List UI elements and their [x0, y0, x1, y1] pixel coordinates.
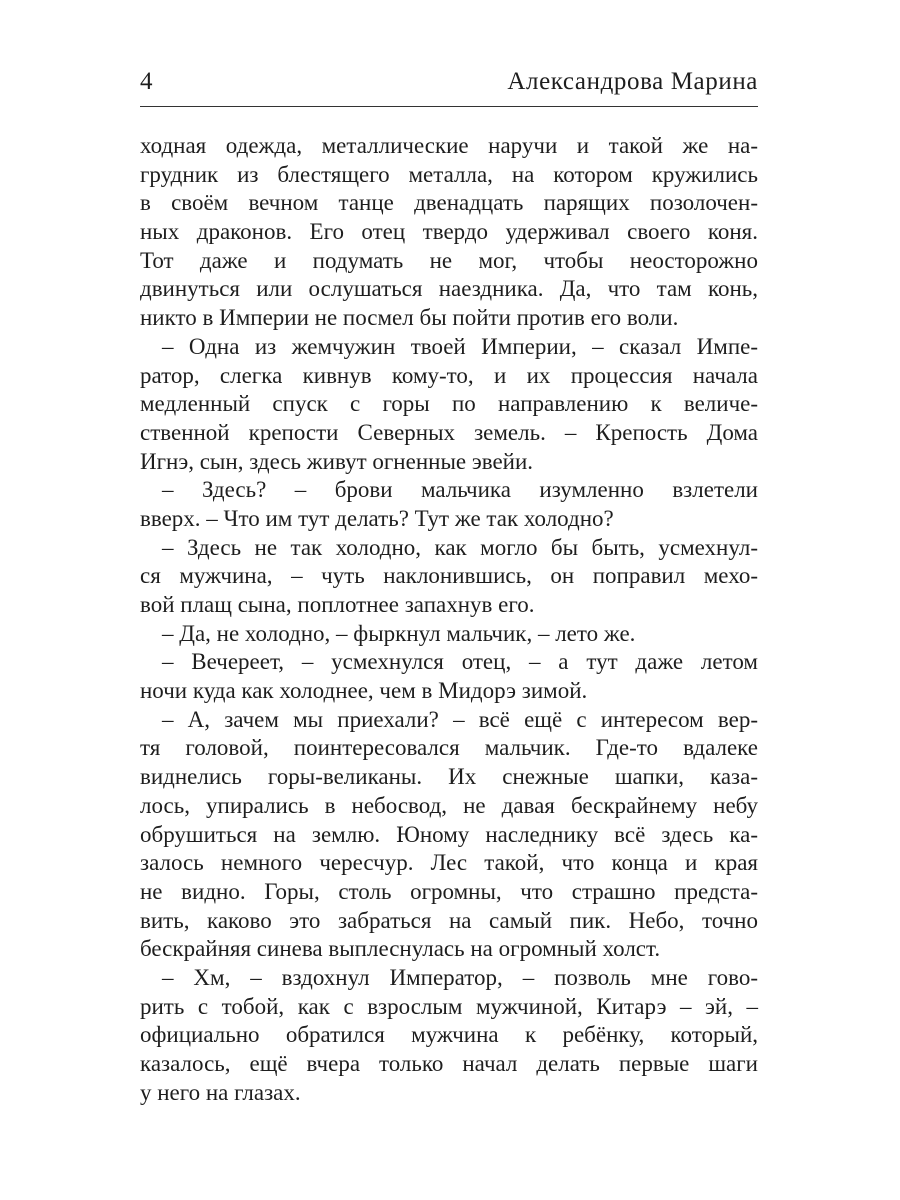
- text-line: вить, каково это забраться на самый пик. Небо, точно: [140, 907, 758, 933]
- text-line: Тот даже и подумать не мог, чтобы неосторожно: [140, 247, 758, 273]
- page-number: 4: [140, 68, 153, 95]
- text-line: медленный спуск с горы по направлению к величе-: [140, 391, 758, 417]
- text-line: залось немного чересчур. Лес такой, что конца и края: [140, 850, 758, 876]
- body-text: [140, 132, 758, 1107]
- text-line: у него на глазах.: [140, 1079, 301, 1105]
- text-line: ночи куда как холоднее, чем в Мидорэ зимой.: [140, 678, 588, 704]
- text-line: – Хм, – вздохнул Император, – позволь мне гово-: [162, 964, 758, 990]
- text-line: – Да, не холодно, – фыркнул мальчик, – лето же.: [162, 620, 636, 646]
- text-line: ственной крепости Северных земель. – Крепость Дома: [140, 419, 758, 445]
- text-line: ратор, слегка кивнув кому-то, и их процессия начала: [140, 362, 758, 388]
- text-line: – Вечереет, – усмехнулся отец, – а тут даже летом: [162, 649, 758, 675]
- text-line: – Здесь не так холодно, как могло бы быть, усмехнул-: [162, 534, 758, 560]
- text-line: обрушиться на землю. Юному наследнику всё здесь ка-: [140, 821, 758, 847]
- text-line: казалось, ещё вчера только начал делать первые шаги: [140, 1051, 758, 1076]
- header-rule: [140, 106, 758, 107]
- text-line: официально обратился мужчина к ребёнку, который,: [140, 1022, 758, 1048]
- text-line: бескрайняя синева выплеснулась на огромный холст.: [140, 936, 661, 962]
- text-line: ся мужчина, – чуть наклонившись, он поправил мехо-: [140, 563, 758, 589]
- text-line: – Одна из жемчужин твоей Империи, – сказал Импе-: [162, 333, 758, 359]
- text-line: лось, упирались в небосвод, не давая бескрайнему небу: [140, 792, 758, 818]
- text-line: – Здесь? – брови мальчика изумленно взлетели: [162, 477, 758, 503]
- text-line: ных драконов. Его отец твердо удерживал своего коня.: [140, 219, 758, 245]
- text-line: – А, зачем мы приехали? – всё ещё с интересом вер-: [162, 706, 758, 732]
- text-line: никто в Империи не посмел бы пойти против его воли.: [140, 305, 679, 331]
- text-line: тя головой, поинтересовался мальчик. Где-то вдалеке: [140, 735, 758, 761]
- running-header: [140, 68, 758, 100]
- text-line: двинуться или ослушаться наездника. Да, что там конь,: [140, 276, 758, 302]
- running-title: Александрова Марина: [507, 68, 758, 95]
- text-line: грудник из блестящего металла, на котором кружились: [140, 161, 758, 187]
- text-line: ходная одежда, металлические наручи и такой же на-: [140, 133, 758, 158]
- text-line: рить с тобой, как с взрослым мужчиной, Китарэ – эй, –: [140, 993, 758, 1019]
- text-line: вой плащ сына, поплотнее запахнув его.: [140, 592, 535, 617]
- text-line: Игнэ, сын, здесь живут огненные эвейи.: [140, 448, 534, 474]
- text-line: в своём вечном танце двенадцать парящих позолочен-: [140, 190, 758, 216]
- text-line: виднелись горы-великаны. Их снежные шапки, каза-: [140, 764, 758, 790]
- text-line: вверх. – Что им тут делать? Тут же так холодно?: [140, 505, 614, 531]
- text-line: не видно. Горы, столь огромны, что страшно предста-: [140, 878, 758, 904]
